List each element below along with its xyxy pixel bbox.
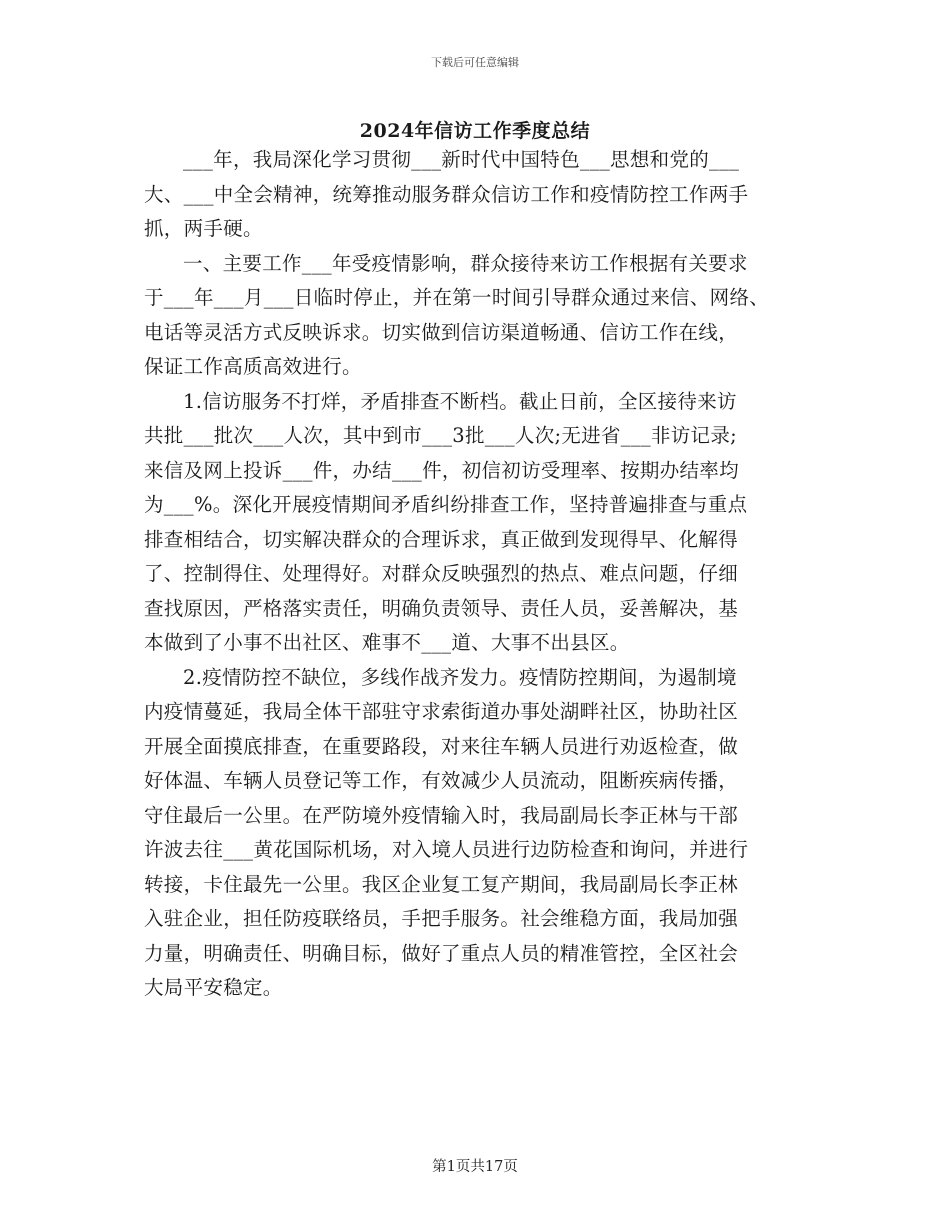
- text-line: 转接，卡住最先一公里。我区企业复工复产期间，我局副局长李正林: [144, 872, 739, 896]
- document-title: 2024年信访工作季度总结: [359, 120, 591, 142]
- text-line: 保证工作高质高效进行。: [144, 355, 362, 378]
- text-line: 了、控制得住、处理得好。对群众反映强烈的热点、难点问题，仔细: [144, 562, 739, 585]
- text-line: 大、___中全会精神，统筹推动服务群众信访工作和疫情防控工作两手: [144, 182, 749, 206]
- page-number: 第1页共17页: [432, 1159, 518, 1175]
- text-line: ___年，我局深化学习贯彻___新时代中国特色___思想和党的___: [183, 148, 740, 171]
- text-line: 抓，两手硬。: [144, 217, 263, 240]
- text-line: 许波去往___黄花国际机场，对入境人员进行边防检查和询问，并进行: [144, 838, 749, 861]
- paragraph-epidemic-control: [144, 661, 830, 1006]
- header-note: 下载后可任意编辑: [431, 56, 519, 69]
- text-line: 本做到了小事不出社区、难事不___道、大事不出县区。: [144, 631, 630, 654]
- text-line: 为___%。深化开展疫情期间矛盾纠纷排查工作，坚持普遍排查与重点: [144, 493, 748, 516]
- text-line: 电话等灵活方式反映诉求。切实做到信访渠道畅通、信访工作在线，: [144, 320, 739, 344]
- text-line: 内疫情蔓延，我局全体干部驻守求索街道办事处湖畔社区，协助社区: [144, 700, 739, 723]
- text-line: 1.信访服务不打烊，矛盾排查不断档。截止日前，全区接待来访: [183, 389, 737, 413]
- text-line: 入驻企业，担任防疫联络员，手把手服务。社会维稳方面，我局加强: [144, 907, 739, 930]
- text-line: 来信及网上投诉___件，办结___件，初信初访受理率、按期办结率均: [144, 458, 739, 482]
- text-line: 共批___批次___人次，其中到市___3批___人次;无进省___非访记录;: [144, 424, 737, 447]
- text-line: 2.疫情防控不缺位，多线作战齐发力。疫情防控期间，为遏制境: [183, 665, 737, 689]
- text-line: 于___年___月___日临时停止，并在第一时间引导群众通过来信、网络、: [144, 286, 770, 309]
- paragraph-intro: [144, 143, 830, 247]
- text-line: 力量，明确责任、明确目标，做好了重点人员的精准管控，全区社会: [144, 941, 739, 965]
- text-line: 好体温、车辆人员登记等工作，有效减少人员流动，阻断疾病传播，: [144, 769, 739, 792]
- text-line: 一、主要工作___年受疫情影响，群众接待来访工作根据有关要求: [183, 251, 748, 275]
- text-line: 大局平安稳定。: [144, 976, 283, 999]
- text-line: 排查相结合，切实解决群众的合理诉求，真正做到发现得早、化解得: [144, 527, 739, 551]
- text-line: 开展全面摸底排查，在重要路段，对来往车辆人员进行劝返检查，做: [144, 734, 739, 758]
- paragraph-main-work: [144, 247, 830, 385]
- document-body: [144, 143, 830, 1006]
- paragraph-petition-service: [144, 385, 830, 661]
- text-line: 守住最后一公里。在严防境外疫情输入时，我局副局长李正林与干部: [144, 803, 739, 827]
- text-line: 查找原因，严格落实责任，明确负责领导、责任人员，妥善解决，基: [144, 596, 739, 620]
